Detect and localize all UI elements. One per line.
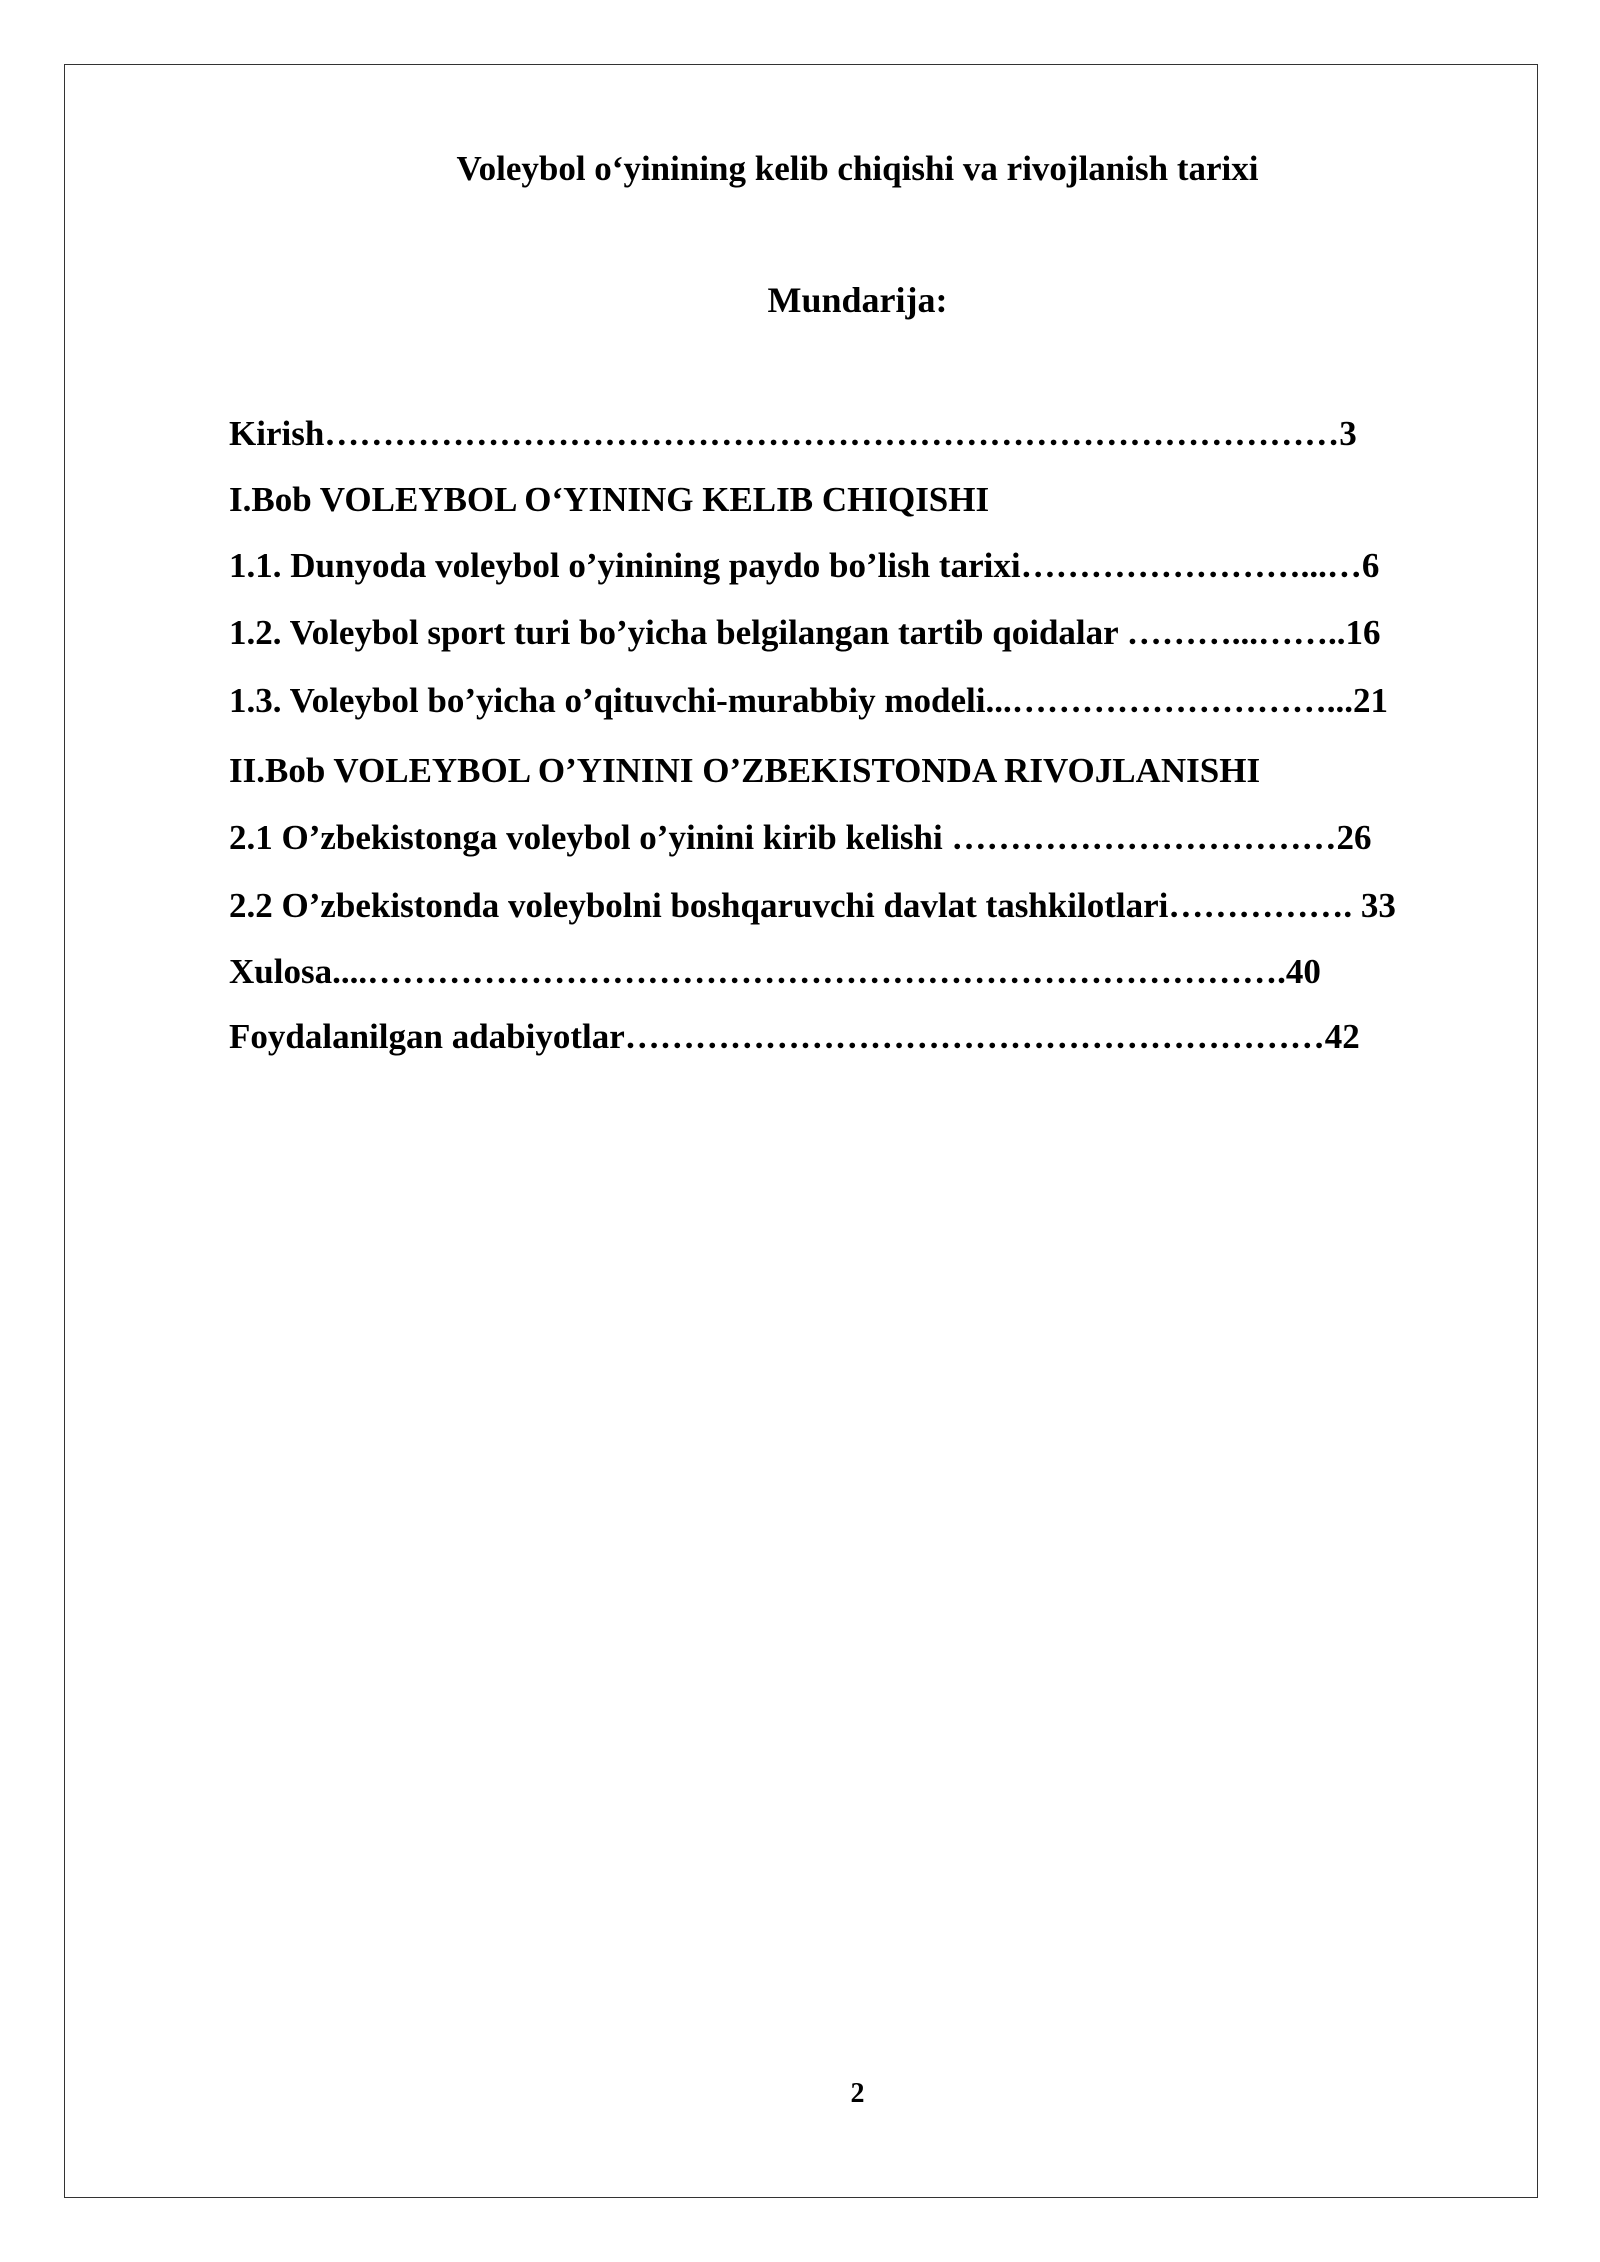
toc-entry-introduction: Kirish……………………………………………………………………………3 bbox=[229, 414, 1357, 453]
toc-entry-section-2-1: 2.1 O’zbekistonga voleybol o’yinini kirib kelishi ……………………………26 bbox=[229, 818, 1372, 857]
toc-entry-section-1-3: 1.3. Voleybol bo’yicha o’qituvchi-murabbiy modeli...………………………...21 bbox=[229, 681, 1388, 720]
document-title: Voleybol o‘yinining kelib chiqishi va rivojlanish tarixi bbox=[456, 149, 1259, 188]
toc-entry-chapter-1: I.Bob VOLEYBOL O‘YINING KELIB CHIQISHI bbox=[229, 480, 990, 519]
toc-entry-chapter-2: II.Bob VOLEYBOL O’YININI O’ZBEKISTONDA RIVOJLANISHI bbox=[229, 751, 1261, 790]
page-number: 2 bbox=[850, 2078, 865, 2109]
toc-entry-section-1-1: 1.1. Dunyoda voleybol o’yinining paydo bo’lish tarixi……………………...…6 bbox=[229, 546, 1380, 585]
page-border bbox=[64, 64, 1538, 2198]
toc-entry-section-1-2: 1.2. Voleybol sport turi bo’yicha belgilangan tartib qoidalar ………...……..16 bbox=[229, 613, 1381, 652]
toc-heading: Mundarija: bbox=[767, 280, 948, 320]
toc-entry-conclusion: Xulosa....…………………………………………………………………….40 bbox=[229, 952, 1321, 991]
toc-entry-references: Foydalanilgan adabiyotlar……………………………………………………42 bbox=[229, 1017, 1360, 1056]
toc-entry-section-2-2: 2.2 O’zbekistonda voleybolni boshqaruvchi davlat tashkilotlari……………. 33 bbox=[229, 886, 1396, 925]
